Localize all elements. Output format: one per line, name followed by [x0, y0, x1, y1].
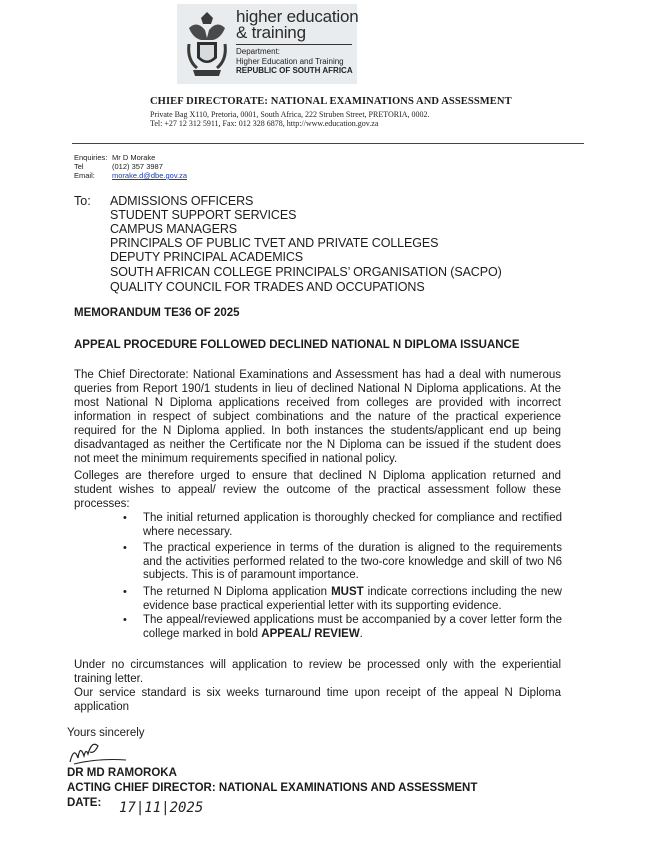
directorate-contact: Tel: +27 12 312 5911, Fax: 012 328 6878, http://www.education.gov.za — [150, 119, 379, 128]
signatory-name: DR MD RAMOROKA — [67, 767, 177, 779]
body-paragraph-1: The Chief Directorate: National Examinations and Assessment has had a deal with numerous queries from Report 190/1 students in lieu of declined National N Diploma applications. At the most National N Diploma applications received from colleges are provided with incorrect information in respect of subject combinations and the nature of the practical experience required for the N Diploma applied. In both instances the students/applicant end up being disadvantaged as neither the Certificate nor the N Diploma can be issued if the student does not meet the minimum requirements specified in national policy. — [74, 369, 561, 465]
bullet-3-text: The returned N Diploma application — [143, 586, 332, 598]
logo-title — [236, 9, 359, 41]
logo-department — [236, 47, 353, 76]
bullet-3-text-end: indicate corrections including the new evidence base practical experiential letter with its supporting evidence. — [143, 586, 562, 612]
memo-number: MEMORANDUM TE36 OF 2025 — [74, 307, 240, 319]
logo-dept-line2: Higher Education and Training — [236, 56, 344, 66]
enquiries-value: Mr D Morake — [112, 153, 156, 162]
logo-dept-line3: REPUBLIC OF SOUTH AFRICA — [236, 66, 353, 75]
bullet-3-emphasis: MUST — [331, 586, 364, 598]
bullet-4-text: The appeal/reviewed applications must be accompanied by a cover letter form the college marked in bold — [143, 614, 562, 640]
directorate-title: CHIEF DIRECTORATE: NATIONAL EXAMINATIONS AND ASSESSMENT — [150, 96, 512, 107]
handwritten-signature — [68, 740, 128, 766]
recipient: PRINCIPALS OF PUBLIC TVET AND PRIVATE COLLEGES — [110, 236, 439, 250]
bullet-item-2: The practical experience in terms of the duration is aligned to the requirements and the activities performed related to the two-core knowledge and skill of two N6 subjects. This is of paramount importance. — [143, 542, 562, 581]
handwritten-date-text: 17|11|2025 — [119, 800, 204, 816]
email-label: Email: — [74, 171, 95, 180]
tel-value: (012) 357 3987 — [112, 162, 163, 171]
tel-label: Tel — [74, 162, 84, 171]
memo-subject: APPEAL PROCEDURE FOLLOWED DECLINED NATIONAL N DIPLOMA ISSUANCE — [74, 339, 520, 351]
signatory-title: ACTING CHIEF DIRECTOR: NATIONAL EXAMINATIONS AND ASSESSMENT — [67, 782, 478, 794]
logo-divider — [236, 44, 352, 45]
bullet-dot: • — [123, 512, 127, 524]
body-paragraph-4: Our service standard is six weeks turnaround time upon receipt of the appeal N Diploma application — [74, 687, 561, 713]
bullet-item-1: The initial returned application is thoroughly checked for compliance and rectified where necessary. — [143, 512, 562, 538]
date-label: DATE: — [67, 797, 102, 809]
bullet-dot: • — [123, 614, 127, 626]
coat-of-arms-icon — [183, 8, 231, 78]
salutation: Yours sincerely — [67, 727, 145, 739]
recipient: CAMPUS MANAGERS — [110, 222, 237, 236]
recipient: QUALITY COUNCIL FOR TRADES AND OCCUPATIONS — [110, 280, 425, 294]
bullet-dot: • — [123, 542, 127, 554]
recipient: ADMISSIONS OFFICERS — [110, 194, 254, 208]
handwritten-date — [117, 795, 227, 817]
logo-dept-line1: Department: — [236, 47, 281, 56]
body-paragraph-3: Under no circumstances will application to review be processed only with the experiential training letter. — [74, 659, 561, 685]
bullet-item-3 — [143, 586, 562, 613]
email-link[interactable]: morake.d@dbe.gov.za — [112, 171, 188, 180]
bullet-dot: • — [123, 586, 127, 598]
recipient: STUDENT SUPPORT SERVICES — [110, 208, 297, 222]
recipient: SOUTH AFRICAN COLLEGE PRINCIPALS’ ORGANISATION (SACPO) — [110, 265, 502, 279]
bullet-4-text-end: . — [359, 627, 363, 640]
bullet-item-4 — [143, 614, 562, 641]
header-divider — [72, 143, 584, 144]
to-label: To: — [74, 194, 91, 208]
body-paragraph-2: Colleges are therefore urged to ensure that declined N Diploma application returned and student wishes to appeal/ review the outcome of the practical assessment follow these processes: — [74, 470, 561, 510]
recipient: DEPUTY PRINCIPAL ACADEMICS — [110, 250, 304, 264]
bullet-4-emphasis: APPEAL/ REVIEW — [261, 627, 360, 640]
logo-title-line2: & training — [236, 23, 306, 42]
logo-title-line1: higher education — [236, 7, 359, 26]
directorate-address: Private Bag X110, Pretoria, 0001, South Africa, 222 Struben Street, PRETORIA, 0002. — [150, 110, 430, 119]
enquiries-label: Enquiries: — [74, 153, 108, 162]
